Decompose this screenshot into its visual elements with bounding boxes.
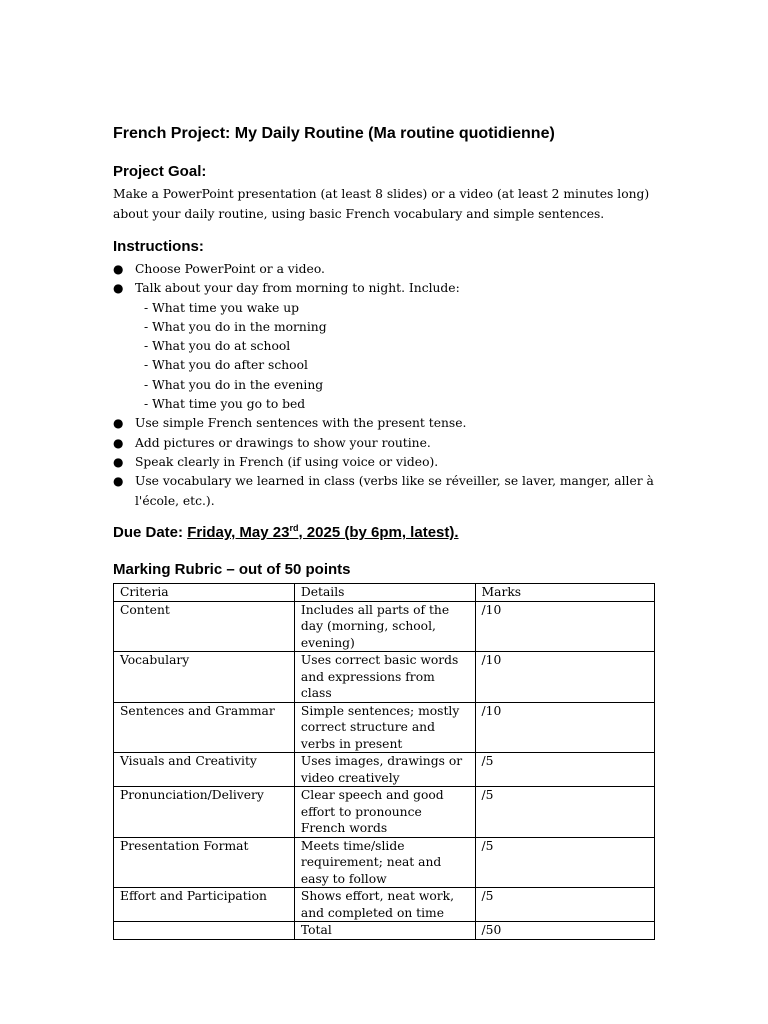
rubric-marks-cell: /5 bbox=[475, 753, 654, 787]
rubric-criteria-cell: Effort and Participation bbox=[114, 888, 295, 922]
project-goal-text: Make a PowerPoint presentation (at least 8 slides) or a video (at least 2 minutes long) about your daily routine, using basic French vocabulary and simple sentences. bbox=[113, 187, 650, 221]
table-row bbox=[114, 652, 655, 703]
table-row bbox=[114, 837, 655, 888]
project-goal-heading: Project Goal: bbox=[113, 163, 207, 180]
instruction-text: Talk about your day from morning to night. Include: bbox=[135, 281, 460, 296]
rubric-details-cell: Clear speech and good effort to pronounce French words bbox=[294, 787, 475, 838]
table-row bbox=[114, 753, 655, 787]
due-date-label: Due Date: bbox=[113, 524, 184, 541]
due-date-rest: , 2025 (by 6pm, latest). bbox=[298, 524, 459, 541]
table-row bbox=[114, 601, 655, 652]
rubric-header-row bbox=[114, 584, 655, 602]
rubric-details-cell: Includes all parts of the day (morning, school, evening) bbox=[294, 601, 475, 652]
rubric-marks-cell: /5 bbox=[475, 888, 654, 922]
due-date bbox=[113, 523, 459, 541]
rubric-total-marks: /50 bbox=[475, 922, 654, 940]
bullet-icon: ● bbox=[113, 416, 124, 431]
table-row bbox=[114, 787, 655, 838]
due-date-value bbox=[187, 524, 458, 541]
rubric-criteria-cell: Visuals and Creativity bbox=[114, 753, 295, 787]
rubric-criteria-cell: Content bbox=[114, 601, 295, 652]
instruction-item bbox=[113, 260, 663, 279]
instruction-item bbox=[113, 453, 663, 472]
rubric-marks-cell: /10 bbox=[475, 601, 654, 652]
instruction-item bbox=[113, 434, 663, 453]
instruction-item bbox=[113, 472, 663, 511]
bullet-icon: ● bbox=[113, 281, 124, 296]
bullet-icon: ● bbox=[113, 474, 124, 489]
due-date-day: Friday, May 23 bbox=[187, 524, 290, 541]
table-row bbox=[114, 888, 655, 922]
include-item: - What time you wake up bbox=[144, 300, 299, 315]
rubric-criteria-cell: Vocabulary bbox=[114, 652, 295, 703]
instruction-text: Choose PowerPoint or a video. bbox=[135, 262, 325, 276]
include-item: - What you do at school bbox=[144, 339, 291, 354]
instruction-text: Add pictures or drawings to show your routine. bbox=[135, 435, 431, 450]
rubric-criteria-cell: Sentences and Grammar bbox=[114, 702, 295, 753]
rubric-total-label: Total bbox=[294, 922, 475, 940]
rubric-header-cell: Marks bbox=[475, 584, 654, 602]
rubric-details-cell: Uses correct basic words and expressions from class bbox=[294, 652, 475, 703]
due-date-ordinal: rd bbox=[289, 523, 299, 533]
rubric-criteria-cell: Presentation Format bbox=[114, 837, 295, 888]
include-item: - What you do in the morning bbox=[144, 319, 327, 334]
rubric-total-row bbox=[114, 922, 655, 940]
instructions-list bbox=[113, 260, 663, 511]
document-title: French Project: My Daily Routine (Ma routine quotidienne) bbox=[113, 125, 555, 142]
rubric-criteria-cell: Pronunciation/Delivery bbox=[114, 787, 295, 838]
instruction-text: Speak clearly in French (if using voice or video). bbox=[135, 454, 439, 469]
rubric-header-cell: Criteria bbox=[114, 584, 295, 602]
rubric-marks-cell: /10 bbox=[475, 702, 654, 753]
rubric-marks-cell: /5 bbox=[475, 837, 654, 888]
rubric-marks-cell: /10 bbox=[475, 652, 654, 703]
instruction-text: Use vocabulary we learned in class (verbs like se réveiller, se laver, manger, aller à l'école, etc.). bbox=[135, 474, 654, 508]
rubric-details-cell: Uses images, drawings or video creatively bbox=[294, 753, 475, 787]
rubric-header-cell: Details bbox=[294, 584, 475, 602]
instruction-item bbox=[113, 414, 663, 433]
rubric-details-cell: Meets time/slide requirement; neat and easy to follow bbox=[294, 837, 475, 888]
include-item: - What you do in the evening bbox=[144, 377, 324, 392]
include-item: - What time you go to bed bbox=[144, 397, 306, 412]
include-item: - What you do after school bbox=[144, 358, 308, 373]
bullet-icon: ● bbox=[113, 435, 124, 450]
bullet-icon: ● bbox=[113, 262, 124, 276]
table-row bbox=[114, 702, 655, 753]
instructions-heading: Instructions: bbox=[113, 238, 204, 255]
instruction-text: Use simple French sentences with the present tense. bbox=[135, 416, 467, 431]
rubric-details-cell: Shows effort, neat work, and completed on time bbox=[294, 888, 475, 922]
bullet-icon: ● bbox=[113, 454, 124, 469]
rubric-table bbox=[113, 583, 655, 940]
include-list bbox=[135, 299, 663, 415]
rubric-marks-cell: /5 bbox=[475, 787, 654, 838]
rubric-heading: Marking Rubric – out of 50 points bbox=[113, 561, 351, 578]
instruction-item bbox=[113, 279, 663, 414]
rubric-details-cell: Simple sentences; mostly correct structure and verbs in present bbox=[294, 702, 475, 753]
rubric-criteria-cell bbox=[114, 922, 295, 940]
